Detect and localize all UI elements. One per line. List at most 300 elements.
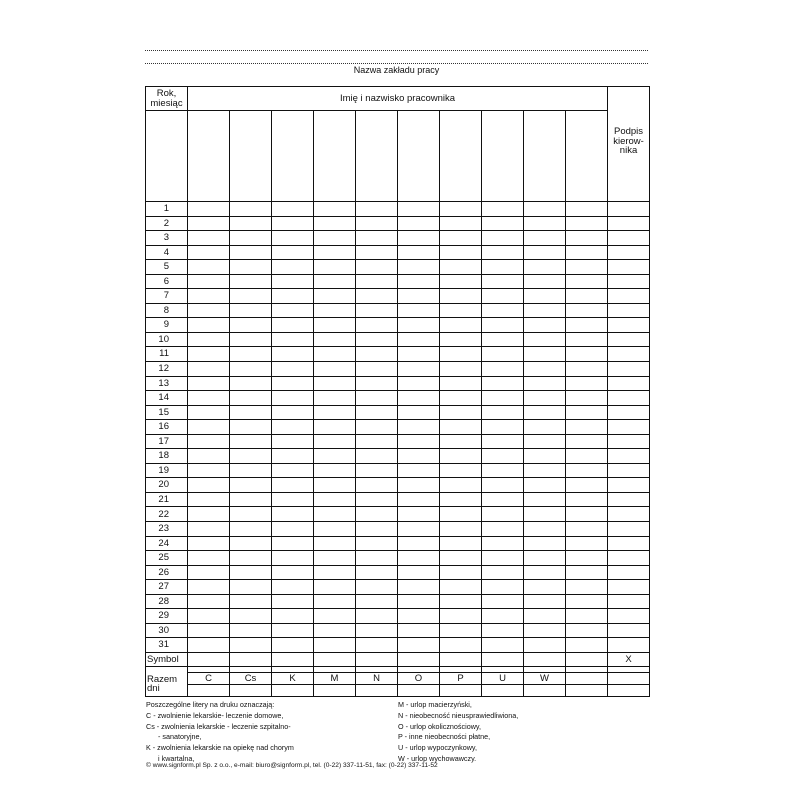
attendance-cell[interactable] — [314, 376, 356, 391]
total-days-cell[interactable] — [440, 684, 482, 696]
total-days-cell[interactable] — [230, 684, 272, 696]
attendance-cell[interactable] — [440, 216, 482, 231]
attendance-cell[interactable] — [356, 420, 398, 435]
attendance-cell[interactable] — [356, 260, 398, 275]
attendance-cell[interactable] — [398, 245, 440, 260]
attendance-cell[interactable] — [398, 303, 440, 318]
attendance-cell[interactable] — [524, 231, 566, 246]
attendance-cell[interactable] — [272, 565, 314, 580]
symbol-cell[interactable] — [440, 652, 482, 666]
attendance-cell[interactable] — [566, 434, 608, 449]
attendance-cell[interactable] — [482, 347, 524, 362]
attendance-cell[interactable] — [524, 245, 566, 260]
attendance-cell[interactable] — [230, 638, 272, 653]
attendance-cell[interactable] — [608, 405, 650, 420]
attendance-cell[interactable] — [356, 434, 398, 449]
attendance-cell[interactable] — [188, 405, 230, 420]
attendance-cell[interactable] — [398, 216, 440, 231]
attendance-cell[interactable] — [482, 507, 524, 522]
attendance-cell[interactable] — [608, 594, 650, 609]
attendance-cell[interactable] — [188, 245, 230, 260]
attendance-cell[interactable] — [230, 391, 272, 406]
attendance-cell[interactable] — [230, 216, 272, 231]
attendance-cell[interactable] — [230, 289, 272, 304]
attendance-cell[interactable] — [230, 332, 272, 347]
attendance-cell[interactable] — [314, 434, 356, 449]
attendance-cell[interactable] — [608, 536, 650, 551]
attendance-cell[interactable] — [440, 492, 482, 507]
total-days-cell[interactable] — [314, 684, 356, 696]
attendance-cell[interactable] — [398, 478, 440, 493]
attendance-cell[interactable] — [188, 420, 230, 435]
attendance-cell[interactable] — [440, 522, 482, 537]
attendance-cell[interactable] — [524, 318, 566, 333]
attendance-cell[interactable] — [608, 449, 650, 464]
attendance-cell[interactable] — [566, 347, 608, 362]
attendance-cell[interactable] — [566, 638, 608, 653]
symbol-cell[interactable] — [482, 652, 524, 666]
attendance-cell[interactable] — [230, 318, 272, 333]
attendance-cell[interactable] — [230, 478, 272, 493]
attendance-cell[interactable] — [314, 332, 356, 347]
attendance-cell[interactable] — [188, 347, 230, 362]
attendance-cell[interactable] — [440, 362, 482, 377]
attendance-cell[interactable] — [440, 245, 482, 260]
attendance-cell[interactable] — [440, 638, 482, 653]
attendance-cell[interactable] — [230, 303, 272, 318]
attendance-cell[interactable] — [566, 420, 608, 435]
attendance-cell[interactable] — [230, 420, 272, 435]
attendance-cell[interactable] — [398, 551, 440, 566]
attendance-cell[interactable] — [482, 623, 524, 638]
attendance-cell[interactable] — [356, 391, 398, 406]
total-days-cell[interactable] — [482, 684, 524, 696]
attendance-cell[interactable] — [524, 609, 566, 624]
attendance-cell[interactable] — [398, 391, 440, 406]
attendance-cell[interactable] — [440, 289, 482, 304]
attendance-cell[interactable] — [398, 202, 440, 217]
attendance-cell[interactable] — [482, 492, 524, 507]
attendance-cell[interactable] — [314, 623, 356, 638]
attendance-cell[interactable] — [608, 231, 650, 246]
attendance-cell[interactable] — [314, 303, 356, 318]
attendance-cell[interactable] — [398, 318, 440, 333]
attendance-cell[interactable] — [566, 536, 608, 551]
attendance-cell[interactable] — [356, 231, 398, 246]
attendance-cell[interactable] — [482, 565, 524, 580]
attendance-cell[interactable] — [230, 202, 272, 217]
attendance-cell[interactable] — [314, 522, 356, 537]
attendance-cell[interactable] — [398, 274, 440, 289]
employee-name-cell[interactable] — [566, 111, 608, 202]
attendance-cell[interactable] — [272, 231, 314, 246]
attendance-cell[interactable] — [482, 580, 524, 595]
attendance-cell[interactable] — [608, 260, 650, 275]
attendance-cell[interactable] — [398, 260, 440, 275]
attendance-cell[interactable] — [524, 449, 566, 464]
attendance-cell[interactable] — [608, 565, 650, 580]
attendance-cell[interactable] — [566, 449, 608, 464]
attendance-cell[interactable] — [230, 492, 272, 507]
attendance-cell[interactable] — [440, 420, 482, 435]
attendance-cell[interactable] — [356, 362, 398, 377]
attendance-cell[interactable] — [188, 332, 230, 347]
attendance-cell[interactable] — [230, 551, 272, 566]
attendance-cell[interactable] — [398, 580, 440, 595]
employee-name-cell[interactable] — [440, 111, 482, 202]
attendance-cell[interactable] — [314, 536, 356, 551]
attendance-cell[interactable] — [314, 231, 356, 246]
attendance-cell[interactable] — [356, 638, 398, 653]
total-days-cell[interactable] — [188, 684, 230, 696]
attendance-cell[interactable] — [188, 318, 230, 333]
attendance-cell[interactable] — [272, 638, 314, 653]
employee-name-cell[interactable] — [482, 111, 524, 202]
symbol-cell[interactable] — [314, 652, 356, 666]
attendance-cell[interactable] — [398, 347, 440, 362]
attendance-cell[interactable] — [356, 623, 398, 638]
attendance-cell[interactable] — [188, 536, 230, 551]
attendance-cell[interactable] — [566, 623, 608, 638]
attendance-cell[interactable] — [566, 362, 608, 377]
attendance-cell[interactable] — [608, 463, 650, 478]
attendance-cell[interactable] — [524, 376, 566, 391]
attendance-cell[interactable] — [440, 347, 482, 362]
attendance-cell[interactable] — [272, 478, 314, 493]
attendance-cell[interactable] — [482, 362, 524, 377]
attendance-cell[interactable] — [482, 216, 524, 231]
symbol-cell[interactable] — [566, 652, 608, 666]
attendance-cell[interactable] — [188, 231, 230, 246]
attendance-cell[interactable] — [230, 405, 272, 420]
attendance-cell[interactable] — [524, 478, 566, 493]
attendance-cell[interactable] — [608, 391, 650, 406]
attendance-cell[interactable] — [230, 376, 272, 391]
attendance-cell[interactable] — [398, 332, 440, 347]
attendance-cell[interactable] — [230, 594, 272, 609]
attendance-cell[interactable] — [314, 216, 356, 231]
attendance-cell[interactable] — [524, 332, 566, 347]
attendance-cell[interactable] — [272, 289, 314, 304]
attendance-cell[interactable] — [272, 405, 314, 420]
attendance-cell[interactable] — [482, 231, 524, 246]
attendance-cell[interactable] — [440, 551, 482, 566]
attendance-cell[interactable] — [524, 594, 566, 609]
employee-name-cell[interactable] — [230, 111, 272, 202]
attendance-cell[interactable] — [482, 405, 524, 420]
attendance-cell[interactable] — [188, 376, 230, 391]
attendance-cell[interactable] — [398, 420, 440, 435]
attendance-cell[interactable] — [314, 260, 356, 275]
attendance-cell[interactable] — [230, 507, 272, 522]
attendance-cell[interactable] — [608, 318, 650, 333]
attendance-cell[interactable] — [482, 318, 524, 333]
attendance-cell[interactable] — [566, 463, 608, 478]
attendance-cell[interactable] — [524, 434, 566, 449]
attendance-cell[interactable] — [524, 638, 566, 653]
attendance-cell[interactable] — [482, 463, 524, 478]
attendance-cell[interactable] — [356, 332, 398, 347]
attendance-cell[interactable] — [524, 362, 566, 377]
attendance-cell[interactable] — [356, 551, 398, 566]
attendance-cell[interactable] — [524, 216, 566, 231]
attendance-cell[interactable] — [230, 274, 272, 289]
attendance-cell[interactable] — [566, 245, 608, 260]
attendance-cell[interactable] — [566, 202, 608, 217]
attendance-cell[interactable] — [566, 318, 608, 333]
attendance-cell[interactable] — [188, 202, 230, 217]
attendance-cell[interactable] — [188, 522, 230, 537]
attendance-cell[interactable] — [608, 216, 650, 231]
attendance-cell[interactable] — [314, 289, 356, 304]
attendance-cell[interactable] — [314, 551, 356, 566]
attendance-cell[interactable] — [482, 522, 524, 537]
attendance-cell[interactable] — [566, 405, 608, 420]
attendance-cell[interactable] — [398, 362, 440, 377]
total-days-cell[interactable] — [356, 684, 398, 696]
attendance-cell[interactable] — [188, 623, 230, 638]
attendance-cell[interactable] — [398, 289, 440, 304]
attendance-cell[interactable] — [272, 332, 314, 347]
attendance-cell[interactable] — [356, 347, 398, 362]
attendance-cell[interactable] — [356, 609, 398, 624]
attendance-cell[interactable] — [272, 492, 314, 507]
attendance-cell[interactable] — [440, 391, 482, 406]
attendance-cell[interactable] — [272, 551, 314, 566]
attendance-cell[interactable] — [314, 478, 356, 493]
symbol-cell[interactable] — [356, 652, 398, 666]
attendance-cell[interactable] — [356, 478, 398, 493]
attendance-cell[interactable] — [398, 594, 440, 609]
attendance-cell[interactable] — [566, 507, 608, 522]
attendance-cell[interactable] — [482, 536, 524, 551]
symbol-cell[interactable] — [188, 652, 230, 666]
attendance-cell[interactable] — [440, 318, 482, 333]
attendance-cell[interactable] — [356, 536, 398, 551]
attendance-cell[interactable] — [524, 347, 566, 362]
attendance-cell[interactable] — [482, 434, 524, 449]
attendance-cell[interactable] — [272, 202, 314, 217]
attendance-cell[interactable] — [524, 420, 566, 435]
attendance-cell[interactable] — [566, 231, 608, 246]
symbol-cell[interactable] — [230, 652, 272, 666]
attendance-cell[interactable] — [482, 245, 524, 260]
attendance-cell[interactable] — [398, 536, 440, 551]
attendance-cell[interactable] — [272, 376, 314, 391]
attendance-cell[interactable] — [356, 522, 398, 537]
attendance-cell[interactable] — [440, 405, 482, 420]
attendance-cell[interactable] — [188, 362, 230, 377]
total-days-cell[interactable] — [398, 684, 440, 696]
attendance-cell[interactable] — [314, 245, 356, 260]
attendance-cell[interactable] — [524, 551, 566, 566]
attendance-cell[interactable] — [440, 260, 482, 275]
total-days-cell[interactable] — [608, 684, 650, 696]
attendance-cell[interactable] — [314, 594, 356, 609]
attendance-cell[interactable] — [566, 332, 608, 347]
attendance-cell[interactable] — [566, 216, 608, 231]
attendance-cell[interactable] — [398, 376, 440, 391]
attendance-cell[interactable] — [272, 507, 314, 522]
attendance-cell[interactable] — [566, 376, 608, 391]
attendance-cell[interactable] — [524, 623, 566, 638]
attendance-cell[interactable] — [608, 347, 650, 362]
attendance-cell[interactable] — [314, 449, 356, 464]
attendance-cell[interactable] — [272, 420, 314, 435]
attendance-cell[interactable] — [230, 565, 272, 580]
attendance-cell[interactable] — [314, 507, 356, 522]
attendance-cell[interactable] — [188, 274, 230, 289]
attendance-cell[interactable] — [524, 289, 566, 304]
attendance-cell[interactable] — [524, 492, 566, 507]
attendance-cell[interactable] — [524, 260, 566, 275]
attendance-cell[interactable] — [356, 216, 398, 231]
attendance-cell[interactable] — [440, 332, 482, 347]
attendance-cell[interactable] — [314, 638, 356, 653]
attendance-cell[interactable] — [524, 565, 566, 580]
attendance-cell[interactable] — [272, 362, 314, 377]
attendance-cell[interactable] — [356, 202, 398, 217]
attendance-cell[interactable] — [524, 303, 566, 318]
attendance-cell[interactable] — [272, 216, 314, 231]
attendance-cell[interactable] — [608, 507, 650, 522]
attendance-cell[interactable] — [314, 565, 356, 580]
attendance-cell[interactable] — [482, 376, 524, 391]
attendance-cell[interactable] — [482, 332, 524, 347]
company-name-line[interactable] — [145, 63, 648, 64]
attendance-cell[interactable] — [398, 507, 440, 522]
attendance-cell[interactable] — [314, 492, 356, 507]
attendance-cell[interactable] — [272, 594, 314, 609]
attendance-cell[interactable] — [230, 609, 272, 624]
attendance-cell[interactable] — [440, 463, 482, 478]
total-days-cell[interactable] — [566, 684, 608, 696]
total-days-cell[interactable] — [272, 684, 314, 696]
attendance-cell[interactable] — [566, 522, 608, 537]
attendance-cell[interactable] — [356, 245, 398, 260]
attendance-cell[interactable] — [482, 420, 524, 435]
attendance-cell[interactable] — [230, 362, 272, 377]
attendance-cell[interactable] — [482, 638, 524, 653]
attendance-cell[interactable] — [230, 580, 272, 595]
employee-name-cell[interactable] — [524, 111, 566, 202]
attendance-cell[interactable] — [188, 391, 230, 406]
attendance-cell[interactable] — [356, 449, 398, 464]
attendance-cell[interactable] — [608, 580, 650, 595]
attendance-cell[interactable] — [608, 478, 650, 493]
attendance-cell[interactable] — [608, 434, 650, 449]
symbol-cell[interactable] — [272, 652, 314, 666]
attendance-cell[interactable] — [566, 274, 608, 289]
attendance-cell[interactable] — [356, 303, 398, 318]
attendance-cell[interactable] — [524, 580, 566, 595]
attendance-cell[interactable] — [272, 463, 314, 478]
attendance-cell[interactable] — [608, 492, 650, 507]
attendance-cell[interactable] — [608, 274, 650, 289]
attendance-cell[interactable] — [398, 405, 440, 420]
attendance-cell[interactable] — [188, 449, 230, 464]
attendance-cell[interactable] — [230, 231, 272, 246]
attendance-cell[interactable] — [188, 463, 230, 478]
attendance-cell[interactable] — [608, 376, 650, 391]
attendance-cell[interactable] — [608, 289, 650, 304]
attendance-cell[interactable] — [566, 551, 608, 566]
attendance-cell[interactable] — [440, 274, 482, 289]
attendance-cell[interactable] — [272, 318, 314, 333]
attendance-cell[interactable] — [314, 391, 356, 406]
attendance-cell[interactable] — [272, 449, 314, 464]
attendance-cell[interactable] — [398, 231, 440, 246]
attendance-cell[interactable] — [482, 274, 524, 289]
attendance-cell[interactable] — [608, 303, 650, 318]
attendance-cell[interactable] — [272, 522, 314, 537]
attendance-cell[interactable] — [314, 420, 356, 435]
attendance-cell[interactable] — [188, 492, 230, 507]
attendance-cell[interactable] — [230, 522, 272, 537]
attendance-cell[interactable] — [188, 507, 230, 522]
attendance-cell[interactable] — [608, 362, 650, 377]
attendance-cell[interactable] — [272, 347, 314, 362]
attendance-cell[interactable] — [314, 580, 356, 595]
attendance-cell[interactable] — [356, 274, 398, 289]
attendance-cell[interactable] — [188, 638, 230, 653]
attendance-cell[interactable] — [524, 274, 566, 289]
attendance-cell[interactable] — [566, 609, 608, 624]
attendance-cell[interactable] — [356, 405, 398, 420]
attendance-cell[interactable] — [482, 260, 524, 275]
attendance-cell[interactable] — [398, 565, 440, 580]
attendance-cell[interactable] — [482, 449, 524, 464]
employee-name-cell[interactable] — [314, 111, 356, 202]
symbol-cell[interactable] — [398, 652, 440, 666]
attendance-cell[interactable] — [440, 594, 482, 609]
employee-name-cell[interactable] — [398, 111, 440, 202]
attendance-cell[interactable] — [440, 478, 482, 493]
attendance-cell[interactable] — [356, 492, 398, 507]
total-days-cell[interactable] — [524, 684, 566, 696]
employee-name-cell[interactable] — [272, 111, 314, 202]
attendance-cell[interactable] — [272, 274, 314, 289]
attendance-cell[interactable] — [356, 594, 398, 609]
attendance-cell[interactable] — [608, 245, 650, 260]
attendance-cell[interactable] — [188, 594, 230, 609]
attendance-cell[interactable] — [356, 580, 398, 595]
attendance-cell[interactable] — [230, 463, 272, 478]
attendance-cell[interactable] — [230, 623, 272, 638]
attendance-cell[interactable] — [440, 609, 482, 624]
attendance-cell[interactable] — [440, 303, 482, 318]
attendance-cell[interactable] — [608, 623, 650, 638]
attendance-cell[interactable] — [356, 318, 398, 333]
attendance-cell[interactable] — [314, 318, 356, 333]
attendance-cell[interactable] — [608, 638, 650, 653]
attendance-cell[interactable] — [230, 536, 272, 551]
attendance-cell[interactable] — [356, 289, 398, 304]
attendance-cell[interactable] — [608, 522, 650, 537]
attendance-cell[interactable] — [356, 463, 398, 478]
attendance-cell[interactable] — [314, 609, 356, 624]
attendance-cell[interactable] — [188, 216, 230, 231]
attendance-cell[interactable] — [524, 202, 566, 217]
attendance-cell[interactable] — [398, 609, 440, 624]
attendance-cell[interactable] — [356, 565, 398, 580]
attendance-cell[interactable] — [440, 623, 482, 638]
attendance-cell[interactable] — [608, 202, 650, 217]
attendance-cell[interactable] — [272, 260, 314, 275]
attendance-cell[interactable] — [566, 289, 608, 304]
attendance-cell[interactable] — [272, 623, 314, 638]
attendance-cell[interactable] — [440, 376, 482, 391]
